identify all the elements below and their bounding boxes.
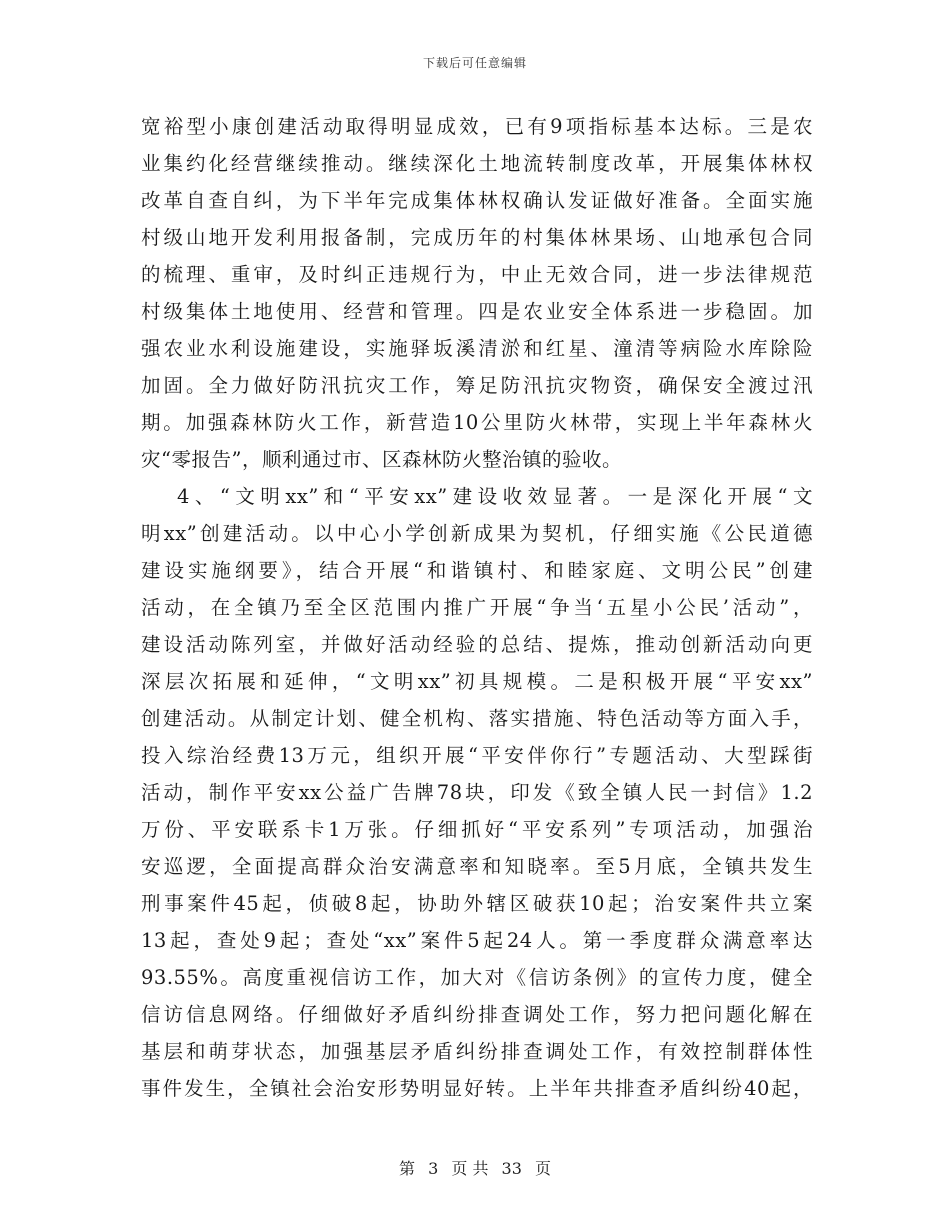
paragraph-2 (141, 478, 813, 1107)
text-line: 期。加强森林防火工作，新营造10公里防火林带，实现上半年森林火 (141, 411, 813, 434)
text-line: 刑事案件45起，侦破8起，协助外辖区破获10起；治安案件共立案 (141, 892, 813, 915)
footer-suffix: 页 (535, 1159, 552, 1178)
text-line: 活动，在全镇乃至全区范围内推广开展“争当‘五星小公民’活动”， (141, 596, 813, 619)
text-line: 4、“文明xx”和“平安xx”建设收效显著。一是深化开展“文 (177, 485, 813, 508)
text-line: 13起，查处9起；查处“xx”案件5起24人。第一季度群众满意率达 (141, 929, 813, 952)
paragraph-1 (141, 108, 813, 478)
text-line: 加固。全力做好防汛抗灾工作，筹足防汛抗灾物资，确保安全渡过汛 (141, 374, 813, 397)
current-page-number: 3 (428, 1159, 439, 1178)
text-line: 投入综治经费13万元，组织开展“平安伴你行”专题活动、大型踩街 (141, 744, 813, 767)
text-line: 灾“零报告”，顺利通过市、区森林防火整治镇的验收。 (141, 448, 622, 471)
text-line: 业集约化经营继续推动。继续深化土地流转制度改革，开展集体林权 (141, 152, 813, 175)
text-line: 事件发生，全镇社会治安形势明显好转。上半年共排查矛盾纠纷40起， (141, 1077, 813, 1100)
text-line: 万份、平安联系卡1万张。仔细抓好“平安系列”专项活动，加强治 (141, 818, 813, 841)
footer-prefix: 第 (398, 1159, 415, 1178)
page-header-note: 下载后可任意编辑 (422, 56, 527, 70)
text-line: 活动，制作平安xx公益广告牌78块，印发《致全镇人民一封信》1.2 (141, 781, 813, 804)
text-line: 村级山地开发利用报备制，完成历年的村集体林果场、山地承包合同 (141, 226, 813, 249)
text-line: 的梳理、重审，及时纠正违规行为，中止无效合同，进一步法律规范 (141, 263, 813, 286)
text-line: 基层和萌芽状态，加强基层矛盾纠纷排查调处工作，有效控制群体性 (141, 1040, 813, 1063)
text-line: 建设活动陈列室，并做好活动经验的总结、提炼，推动创新活动向更 (141, 633, 813, 656)
total-page-count: 33 (501, 1159, 522, 1178)
text-line: 村级集体土地使用、经营和管理。四是农业安全体系进一步稳固。加 (141, 300, 813, 323)
page-footer (0, 1156, 950, 1179)
text-line: 深层次拓展和延伸，“文明xx”初具规模。二是积极开展“平安xx” (141, 670, 813, 693)
footer-middle: 页 共 (451, 1159, 489, 1178)
text-line: 安巡逻，全面提高群众治安满意率和知晓率。至5月底，全镇共发生 (141, 855, 813, 878)
text-line: 改革自查自纠，为下半年完成集体林权确认发证做好准备。全面实施 (141, 189, 813, 212)
text-line: 明xx”创建活动。以中心小学创新成果为契机，仔细实施《公民道德 (141, 522, 813, 545)
document-body (141, 108, 813, 1107)
text-line: 宽裕型小康创建活动取得明显成效，已有9项指标基本达标。三是农 (141, 115, 813, 138)
text-line: 信访信息网络。仔细做好矛盾纠纷排查调处工作，努力把问题化解在 (141, 1003, 813, 1026)
text-line: 强农业水利设施建设，实施驿坂溪清淤和红星、潼清等病险水库除险 (141, 337, 813, 360)
text-line: 93.55%。高度重视信访工作，加大对《信访条例》的宣传力度，健全 (141, 966, 813, 989)
text-line: 建设实施纲要》，结合开展“和谐镇村、和睦家庭、文明公民”创建 (141, 559, 813, 582)
text-line: 创建活动。从制定计划、健全机构、落实措施、特色活动等方面入手， (141, 707, 813, 730)
